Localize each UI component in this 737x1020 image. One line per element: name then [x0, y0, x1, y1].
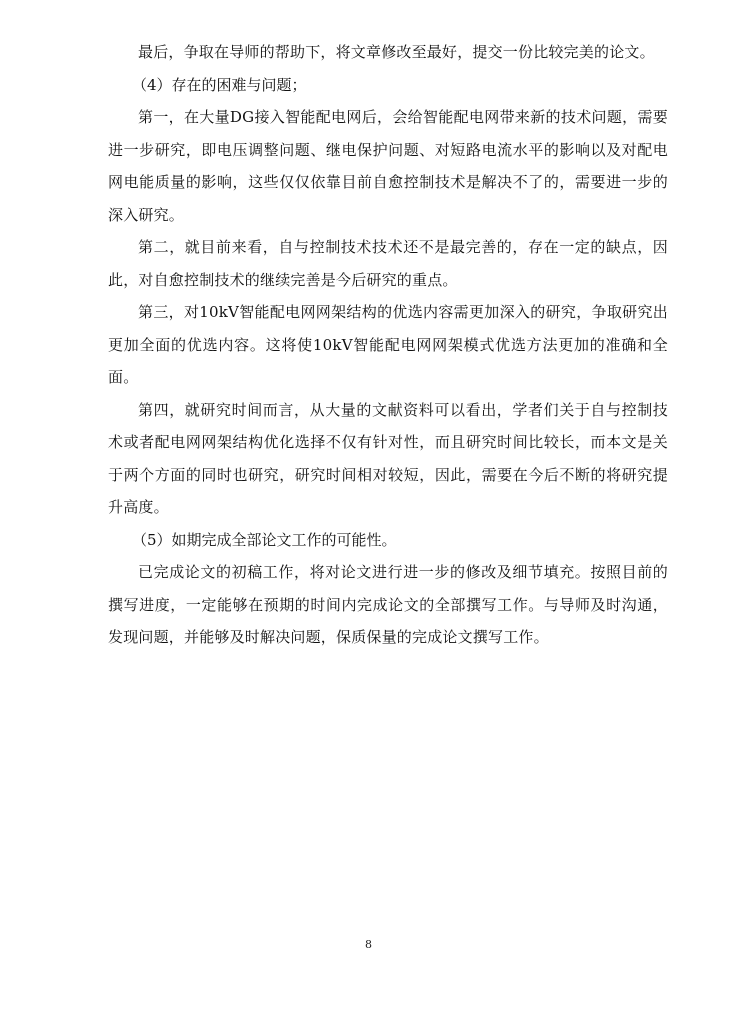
paragraph-difficulty-third: 第三，对10kV智能配电网网架结构的优选内容需更加深入的研究，争取研究出更加全面的优选内容。这将使10kV智能配电网网架模式优选方法更加的准确和全面。 — [108, 303, 668, 386]
paragraph-difficulty-second: 第二，就目前来看，自与控制技术技术还不是最完善的，存在一定的缺点，因此，对自愈控制技术的继续完善是今后研究的重点。 — [108, 238, 668, 289]
paragraph-difficulty-fourth: 第四，就研究时间而言，从大量的文献资料可以看出，学者们关于自与控制技术或者配电网网架结构优化选择不仅有针对性，而且研究时间比较长，而本文是关于两个方面的同时也研究，研究时间相对较短，因此，需要在今后不断的将研究提升高度。 — [108, 400, 668, 516]
page-number: 8 — [365, 938, 372, 951]
paragraph-feasibility: 已完成论文的初稿工作，将对论文进行进一步的修改及细节填充。按照目前的撰写进度，一定能够在预期的时间内完成论文的全部撰写工作。与导师及时沟通，发现问题，并能够及时解决问题，保质保量的完成论文撰写工作。 — [108, 563, 668, 646]
section-heading-difficulties: （4）存在的困难与问题； — [132, 75, 307, 94]
section-heading-feasibility: （5）如期完成全部论文工作的可能性。 — [132, 530, 397, 549]
paragraph-conclusion-revision: 最后，争取在导师的帮助下，将文章修改至最好，提交一份比较完美的论文。 — [138, 43, 655, 61]
document-body — [108, 36, 668, 654]
paragraph-difficulty-first: 第一，在大量DG接入智能配电网后，会给智能配电网带来新的技术问题，需要进一步研究，即电压调整问题、继电保护问题、对短路电流水平的影响以及对配电网电能质量的影响，这些仅仅依靠目前自愈控制技术是解决不了的，需要进一步的深入研究。 — [108, 108, 668, 224]
